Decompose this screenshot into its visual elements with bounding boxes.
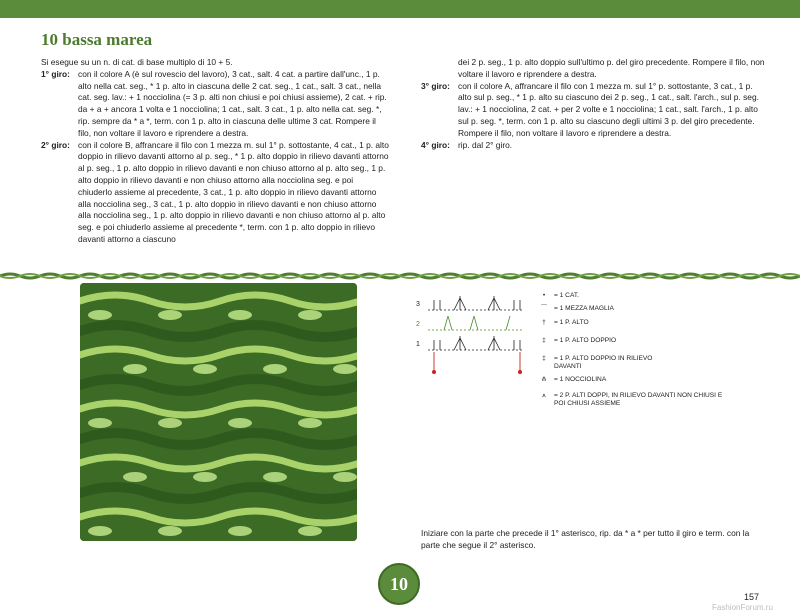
watermark: FashionForum.ru bbox=[712, 603, 773, 612]
diagram-row-3: 3 bbox=[416, 301, 420, 308]
legend-fptr2tog: ⩚ = 2 P. ALTI DOPPI, IN RILIEVO DAVANTI NON CHIUSI E POI CHIUSI ASSIEME bbox=[538, 392, 734, 408]
round-1-text: con il colore A (è sul rovescio del lavoro), 3 cat., salt. 4 cat. a partire dall'unc., 1 p. alto nella cat. seg., * 1 p. alto in ciascuna delle 2 cat. seg., 1 cat., salt. 3 cat., nella cat. seg. lav.: + 1 nocciolina (= 3 p. alti non chiusi e poi chiusi assieme), 2 cat. + rip. da + a + ancora 1 volta e 1 nocciolina; 1 cat., salt. 3 cat., 1 p. alto nella cat. seg. *, rip. sempre da * a *, term. con 1 p. alto in ciascuna delle ultime 3 cat. Rompere il filo, non voltare il lavoro e riprendere a destra. bbox=[78, 68, 387, 138]
legend-double-crochet: † = 1 P. ALTO bbox=[538, 319, 758, 327]
chain-symbol-icon: • bbox=[542, 292, 546, 299]
yarn-divider bbox=[0, 272, 800, 280]
double-crochet-symbol-icon: † bbox=[542, 319, 546, 326]
instructions-left-column bbox=[41, 57, 389, 246]
legend-slip-stitch: ⌒ = 1 MEZZA MAGLIA bbox=[538, 305, 758, 313]
crochet-swatch-photo bbox=[80, 283, 357, 541]
diagram-row-2: 2 bbox=[416, 321, 420, 328]
top-green-bar bbox=[0, 0, 800, 18]
treble-crochet-symbol-icon: ‡ bbox=[542, 337, 546, 344]
instructions-right-column bbox=[421, 57, 766, 151]
legend-cluster: ⋔ = 1 NOCCIOLINA bbox=[538, 376, 758, 384]
round-4-label: 4° giro: bbox=[421, 139, 450, 150]
legend-chain: • = 1 CAT. bbox=[538, 292, 758, 300]
intro-text: Si esegue su un n. di cat. di base multiplo di 10 + 5. bbox=[41, 57, 233, 67]
round-1 bbox=[41, 69, 389, 140]
round-1-label: 1° giro: bbox=[41, 68, 70, 79]
round-2-continued: dei 2 p. seg., 1 p. alto doppio sull'ultimo p. del giro precedente. Rompere il filo, non voltare il lavoro e riprendere a destra. bbox=[458, 57, 765, 79]
round-2-label: 2° giro: bbox=[41, 139, 70, 150]
legend-front-post-treble: ‡ = 1 P. ALTO DOPPIO IN RILIEVO DAVANTI bbox=[538, 355, 664, 371]
repeat-instruction: Iniziare con la parte che precede il 1° asterisco, rip. da * a * per tutto il giro e term. con la parte che segue il 2° asterisco. bbox=[421, 528, 750, 550]
fptr2tog-symbol-icon: ⩚ bbox=[542, 392, 546, 399]
chart-legend bbox=[538, 292, 758, 413]
round-4 bbox=[421, 140, 766, 152]
round-4-text: rip. dal 2° giro. bbox=[458, 139, 513, 150]
round-2 bbox=[41, 140, 389, 246]
crochet-chart-diagram bbox=[414, 292, 534, 382]
diagram-row-1: 1 bbox=[416, 341, 420, 348]
round-3 bbox=[421, 81, 766, 140]
round-3-label: 3° giro: bbox=[421, 80, 450, 91]
round-2-text: con il colore B, affrancare il filo con 1 mezza m. sul 1° p. sottostante, 4 cat., 1 p. alto doppio in rilievo davanti attorno al p. seg., * 1 p. alto doppio in rilievo davanti attorno al p. seg., 1 p. alto doppio in rilievo davanti e non chiuso attorno al p. alto seg., 1 p. alto doppio in rilievo davanti e non chiuso attorno alla nocciolina seg. e poi chiuderlo assieme al precedente, 3 cat., 1 p. alto doppio in rilievo davanti attorno alla nocciolina seg., 3 cat., 1 p. alto doppio in rilievo davanti e non chiuso attorno alla nocciolina seg., 1 p. alto doppio in rilievo davanti e non chiuso attorno al p. alto seg. e poi chiuderlo assieme al precedente *, term. con 1 p. alto doppio in rilievo davanti attorno a ciascuno bbox=[78, 139, 389, 244]
pattern-number-badge: 10 bbox=[378, 563, 420, 605]
round-3-text: con il colore A, affrancare il filo con 1 mezza m. sul 1° p. sottostante, 3 cat., 1 p. alto sul p. seg., * 1 p. alto su ciascuno dei 2 p. seg., 1 cat., salt. l'arch., sul p. seg. lav.: + 1 nocciolina, 2 cat. + per 2 volte e 1 nocciolina; 1 cat., salt. l'arch., 1 p. alto sul p. seg. *, term. con 1 p. alto su ciascuno degli ultimi 3 p. del giro precedente. Rompere il filo, non voltare il lavoro e riprendere a destra. bbox=[458, 80, 759, 138]
front-post-treble-symbol-icon: ‡ bbox=[542, 355, 546, 362]
page-number: 157 bbox=[744, 592, 760, 602]
cluster-symbol-icon: ⋔ bbox=[541, 376, 547, 383]
legend-treble-crochet: ‡ = 1 P. ALTO DOPPIO bbox=[538, 337, 758, 345]
page-title: 10 bassa marea bbox=[41, 30, 153, 49]
slip-stitch-symbol-icon: ⌒ bbox=[540, 305, 548, 312]
